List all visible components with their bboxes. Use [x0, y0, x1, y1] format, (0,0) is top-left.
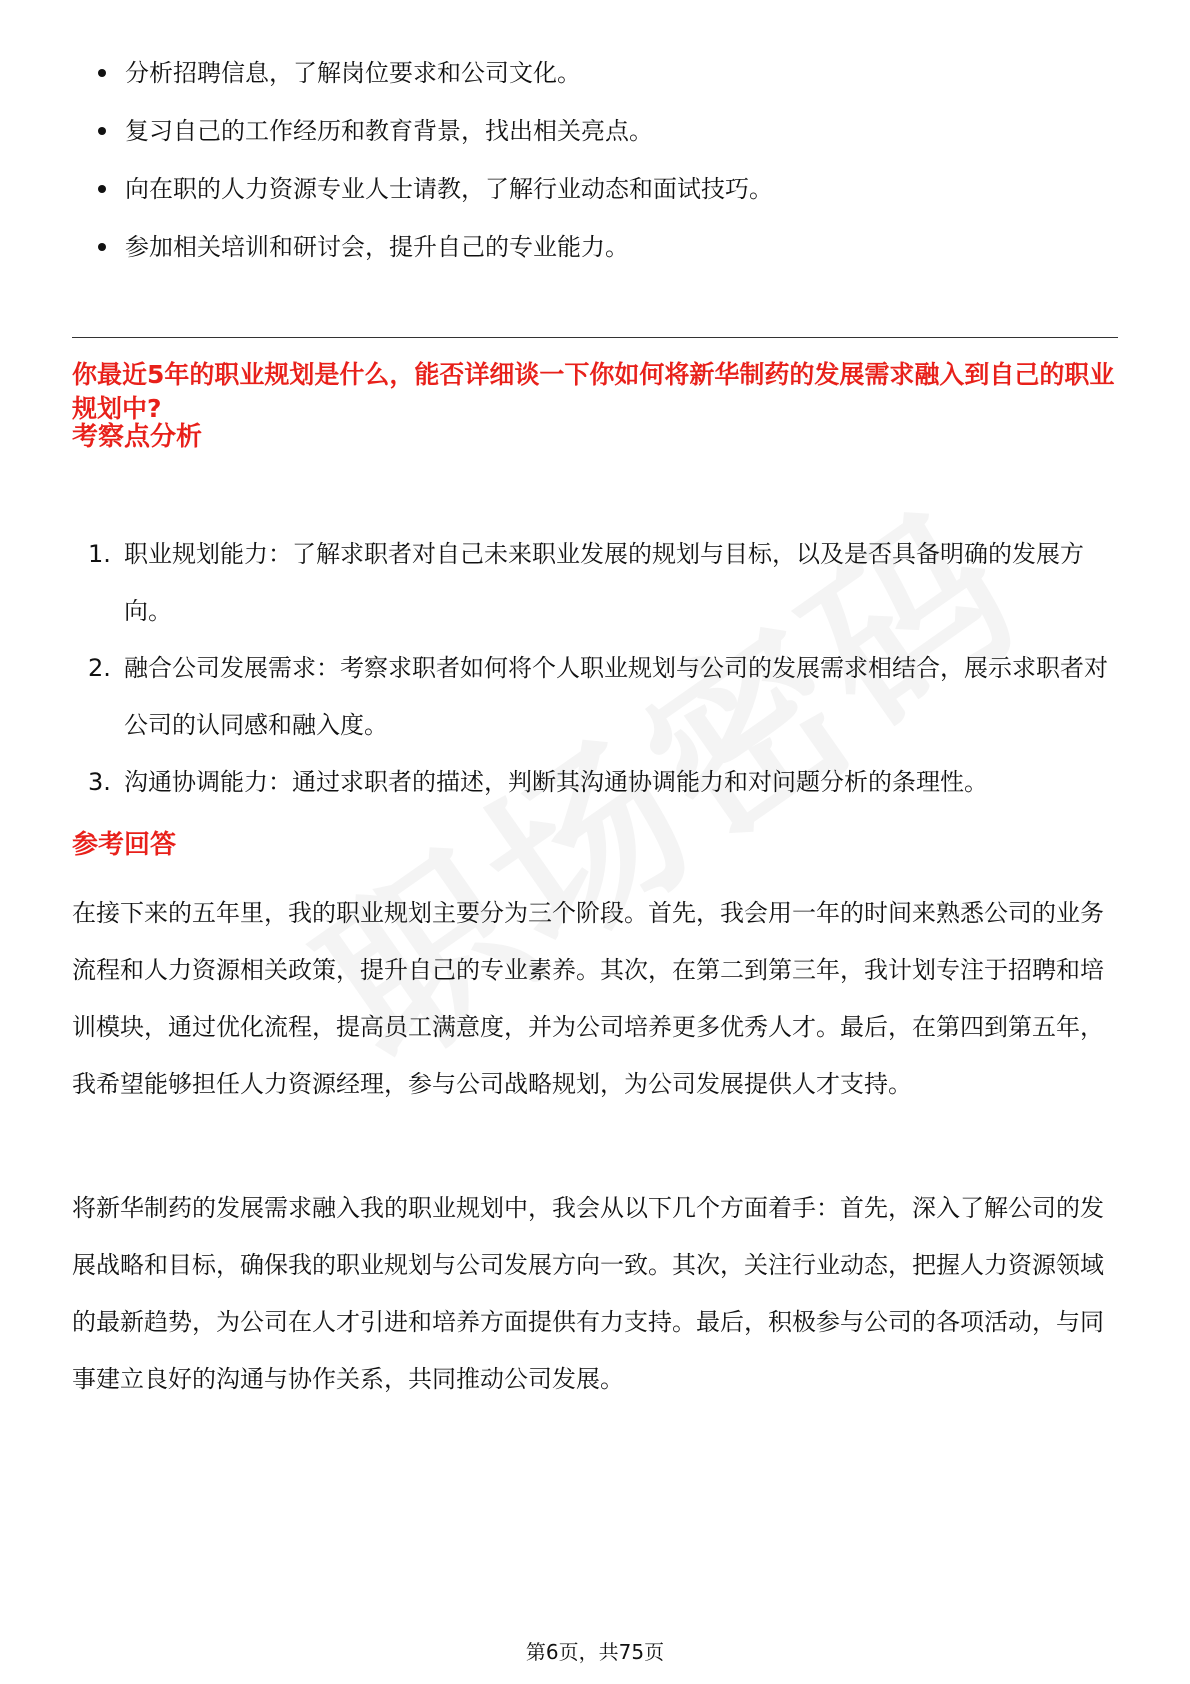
page-number: 第6页，共75页	[525, 1640, 665, 1664]
item-text: 职业规划能力：了解求职者对自己未来职业发展的规划与目标，以及是否具备明确的发展方向。	[124, 540, 1084, 625]
list-item: 复习自己的工作经历和教育背景，找出相关亮点。	[95, 114, 1105, 148]
analysis-point-list	[72, 526, 1122, 811]
list-item: 参加相关培训和研讨会，提升自己的专业能力。	[95, 230, 1105, 264]
item-number: 2.	[88, 654, 111, 682]
item-text: 沟通协调能力：通过求职者的描述，判断其沟通协调能力和对问题分析的条理性。	[124, 768, 988, 796]
list-item: 分析招聘信息，了解岗位要求和公司文化。	[95, 56, 1105, 90]
list-item	[72, 640, 1122, 754]
list-item	[72, 754, 1122, 811]
list-item: 向在职的人力资源专业人士请教，了解行业动态和面试技巧。	[95, 172, 1105, 206]
prep-bullet-list	[95, 56, 1105, 288]
section-divider	[72, 337, 1118, 338]
interview-question: 你最近5年的职业规划是什么，能否详细谈一下你如何将新华制药的发展需求融入到自己的职业规划中?	[72, 360, 1115, 423]
item-number: 3.	[88, 768, 111, 796]
list-item	[72, 526, 1122, 640]
item-text: 融合公司发展需求：考察求职者如何将个人职业规划与公司的发展需求相结合，展示求职者对公司的认同感和融入度。	[124, 654, 1108, 739]
item-number: 1.	[88, 540, 111, 568]
answer-heading: 参考回答	[72, 830, 177, 860]
answer-paragraph: 将新华制药的发展需求融入我的职业规划中，我会从以下几个方面着手：首先，深入了解公司的发展战略和目标，确保我的职业规划与公司发展方向一致。其次，关注行业动态，把握人力资源领域的最新趋势，为公司在人才引进和培养方面提供有力支持。最后，积极参与公司的各项活动，与同事建立良好的沟通与协作关系，共同推动公司发展。	[72, 1194, 1104, 1393]
analysis-heading: 考察点分析	[72, 422, 203, 452]
answer-paragraph: 在接下来的五年里，我的职业规划主要分为三个阶段。首先，我会用一年的时间来熟悉公司的业务流程和人力资源相关政策，提升自己的专业素养。其次，在第二到第三年，我计划专注于招聘和培训模块，通过优化流程，提高员工满意度，并为公司培养更多优秀人才。最后，在第四到第五年，我希望能够担任人力资源经理，参与公司战略规划，为公司发展提供人才支持。	[72, 899, 1104, 1098]
